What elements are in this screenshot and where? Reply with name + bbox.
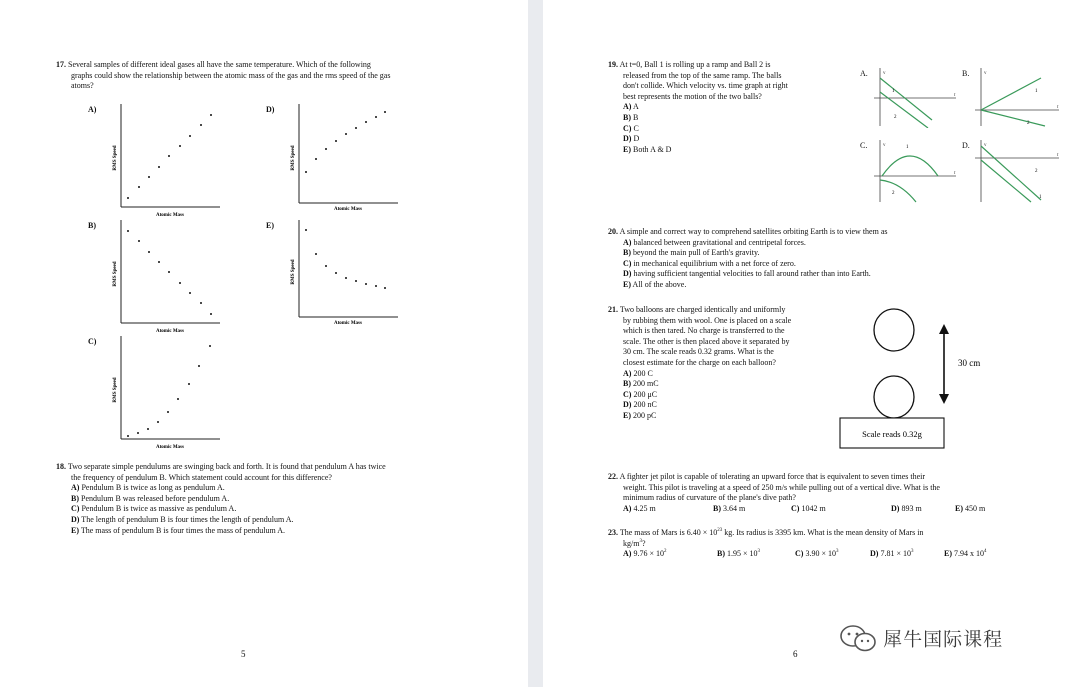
q23-unit: kg/m	[623, 538, 640, 548]
q19-stem-line4: best represents the motion of the two balls?	[623, 91, 762, 101]
q22-choice-c[interactable]: C) 1042 m	[791, 503, 826, 513]
graph-c-ylabel: RMS Speed	[113, 377, 118, 403]
q21-choice-c[interactable]: C) 200 μC	[623, 389, 658, 399]
q17-stem-line1: Several samples of different ideal gases all have the same temperature. Which of the following	[68, 60, 371, 69]
q18-choice-c[interactable]: C) Pendulum B is twice as massive as pendulum A.	[71, 504, 237, 514]
q19-graph-d-line1: 1	[1039, 195, 1042, 200]
q19-graph-b-t: t	[1057, 105, 1059, 110]
q19-graph-letter-a: A.	[860, 69, 868, 78]
q19-stem-line2: released from the top of the same ramp. The balls	[623, 70, 782, 80]
q19-choice-e[interactable]: E) Both A & D	[623, 144, 672, 154]
q20-choice-d[interactable]: D) having sufficient tangential velocities to fall around rather than into Earth.	[623, 269, 871, 279]
q18-choice-a[interactable]: A) Pendulum B is twice as long as pendulum A.	[71, 483, 225, 493]
q19-graph-a-v: v	[883, 71, 886, 76]
q20-choice-b[interactable]: B) beyond the main pull of Earth's gravity.	[623, 248, 760, 258]
q19-graph-d-t: t	[1057, 153, 1059, 158]
q22-choice-a[interactable]: A) 4.25 m	[623, 503, 656, 513]
question-18	[56, 462, 386, 536]
q19-graph-b-line2: 2	[1027, 121, 1030, 126]
graph-label-e: E)	[266, 221, 274, 230]
graph-a	[106, 100, 224, 220]
graph-e-xlabel: Atomic Mass	[334, 321, 362, 326]
q23-unit-end: ?	[641, 538, 646, 548]
question-23	[608, 528, 987, 561]
question-19	[608, 60, 788, 155]
page-number-5: 5	[241, 649, 246, 659]
graph-b	[106, 216, 224, 336]
q21-stem-line2: by rubbing them with wool. One is placed on a scale	[623, 315, 792, 325]
q18-stem-line1: Two separate simple pendulums are swinging back and forth. It is found that pendulum A has twice	[67, 462, 386, 471]
q21-choice-e[interactable]: E) 200 pC	[623, 410, 657, 420]
q22-stem-line1: A fighter jet pilot is capable of tolerating an upward force that is equivalent to seven times their	[619, 472, 926, 481]
graph-c	[106, 332, 224, 452]
q19-graph-d	[971, 138, 1063, 204]
arrow-up-icon	[939, 324, 949, 334]
q19-stem-line1: At t=0, Ball 1 is rolling up a ramp and Ball 2 is	[619, 60, 771, 69]
q19-graph-c-t: t	[954, 171, 956, 176]
q21-choice-d[interactable]: D) 200 nC	[623, 400, 657, 410]
q22-choice-b[interactable]: B) 3.64 m	[713, 503, 746, 513]
question-17	[56, 60, 390, 92]
page-6	[543, 0, 1080, 687]
q19-graph-b-line1: 1	[1035, 89, 1038, 94]
q18-choice-b[interactable]: B) Pendulum B was released before pendulum A.	[71, 493, 230, 503]
q19-graph-b-v: v	[984, 71, 987, 76]
graph-label-a: A)	[88, 105, 97, 114]
q22-stem-line2: weight. This pilot is traveling at a speed of 250 m/s while pulling out of a vertical dive. What is the	[623, 482, 940, 492]
q19-graph-a-line1: 1	[892, 89, 895, 94]
q19-graph-a	[870, 66, 960, 128]
q19-choice-b[interactable]: B) B	[623, 112, 639, 122]
q19-graph-c-line1: 1	[906, 145, 909, 150]
question-20	[608, 227, 888, 291]
q19-graph-letter-c: C.	[860, 141, 868, 150]
q19-stem-line3: don't collide. Which velocity vs. time graph at right	[623, 81, 788, 91]
q23-stem-b: kg. Its radius is 3395 km. What is the mean density of Mars in	[722, 528, 924, 537]
graph-label-c: C)	[88, 337, 97, 346]
q19-graph-d-line2: 2	[1035, 169, 1038, 174]
q19-graph-c-v: v	[883, 143, 886, 148]
q17-number: 17.	[56, 60, 66, 69]
graph-d-xlabel: Atomic Mass	[334, 207, 362, 212]
q23-choice-d[interactable]: D) $7.81 \times 10^3$	[870, 549, 914, 559]
graph-c-xlabel: Atomic Mass	[156, 445, 184, 450]
q23-choice-e[interactable]: E) 7.94 x $10^4$	[944, 549, 987, 559]
q20-choice-a[interactable]: A) balanced between gravitational and centripetal forces.	[623, 237, 806, 247]
q23-unit-exponent: 3	[639, 538, 642, 544]
q20-choice-e[interactable]: E) All of the above.	[623, 279, 687, 289]
graph-d	[284, 100, 402, 220]
q23-number: 23.	[608, 528, 618, 537]
q19-graph-d-v: v	[984, 143, 987, 148]
q19-graph-letter-d: D.	[962, 141, 970, 150]
graph-label-b: B)	[88, 221, 96, 230]
q22-choice-d[interactable]: D) 893 m	[891, 503, 922, 513]
q21-stem-line6: closest estimate for the charge on each balloon?	[623, 357, 776, 367]
q18-number: 18.	[56, 462, 66, 471]
q18-stem-line2: the frequency of pendulum B. Which statement could account for this difference?	[71, 472, 332, 482]
q21-stem-line1: Two balloons are charged identically and uniformly	[619, 305, 786, 314]
page-number-6: 6	[793, 649, 798, 659]
upper-balloon	[874, 309, 914, 351]
watermark	[838, 623, 1003, 653]
q21-stem-line5: 30 cm. The scale reads 0.32 grams. What is the	[623, 347, 774, 357]
q23-choice-b[interactable]: B) $1.95 \times 10^3$	[717, 549, 761, 559]
q17-stem-line2: graphs could show the relationship between the atomic mass of the gas and the rms speed of the gas	[71, 70, 391, 80]
q18-choice-e[interactable]: E) The mass of pendulum B is four times the mass of pendulum A.	[71, 525, 286, 535]
graph-b-xlabel: Atomic Mass	[156, 329, 184, 334]
arrow-down-icon	[939, 394, 949, 404]
q18-choice-d[interactable]: D) The length of pendulum B is four times the length of pendulum A.	[71, 514, 294, 524]
q22-choices	[608, 503, 986, 515]
q19-graph-b	[971, 66, 1063, 128]
graph-b-ylabel: RMS Speed	[113, 261, 118, 287]
graph-a-xlabel: Atomic Mass	[156, 213, 184, 218]
distance-label: 30 cm	[958, 358, 981, 368]
q21-stem-line4: scale. The other is then placed above it separated by	[623, 336, 790, 346]
q19-choice-d[interactable]: D) D	[623, 134, 640, 144]
balloon-diagram	[836, 298, 1036, 450]
graph-a-ylabel: RMS Speed	[113, 145, 118, 171]
graph-d-ylabel: RMS Speed	[291, 145, 296, 171]
q19-graph-c-line2: 2	[892, 191, 895, 196]
graph-e	[284, 216, 402, 328]
q20-stem: A simple and correct way to comprehend satellites orbiting Earth is to view them as	[619, 227, 888, 236]
question-22	[608, 472, 986, 515]
q23-choice-a[interactable]: A) $9.76 \times 10^2$	[623, 549, 667, 559]
q22-stem-line3: minimum radius of curvature of the plane's dive path?	[623, 493, 796, 503]
q22-choice-e[interactable]: E) 450 m	[955, 503, 986, 513]
graph-e-ylabel: RMS Speed	[291, 259, 296, 285]
q21-number: 21.	[608, 305, 618, 314]
q20-number: 20.	[608, 227, 618, 236]
q19-graph-a-t: t	[954, 93, 956, 98]
q20-choice-c[interactable]: C) in mechanical equilibrium with a net force of zero.	[623, 258, 796, 268]
graph-label-d: D)	[266, 105, 275, 114]
q21-choice-a[interactable]: A) 200 C	[623, 368, 653, 378]
q19-number: 19.	[608, 60, 618, 69]
wechat-icon	[838, 623, 878, 653]
q19-graph-letter-b: B.	[962, 69, 970, 78]
q21-stem-line3: which is then tared. No charge is transferred to the	[623, 326, 785, 336]
q23-stem-a: The mass of Mars is 6.40 × 10	[619, 528, 718, 537]
q19-graph-c	[870, 138, 960, 204]
q23-choice-c[interactable]: C) $3.90 \times 10^3$	[795, 549, 839, 559]
watermark-text: 犀牛国际课程	[883, 628, 1004, 651]
q23-choices	[608, 549, 987, 561]
lower-balloon	[874, 376, 914, 418]
scale-label: Scale reads 0.32g	[862, 429, 922, 439]
q23-exponent: 23	[717, 528, 723, 533]
page-5	[0, 0, 528, 687]
q19-graph-a-line2: 2	[894, 115, 897, 120]
q22-number: 22.	[608, 472, 618, 481]
q19-choice-a[interactable]: A) A	[623, 102, 639, 112]
q21-choice-b[interactable]: B) 200 mC	[623, 379, 659, 389]
question-21	[608, 305, 791, 422]
q19-choice-c[interactable]: C) C	[623, 123, 639, 133]
q17-stem-line3: atoms?	[71, 81, 94, 91]
